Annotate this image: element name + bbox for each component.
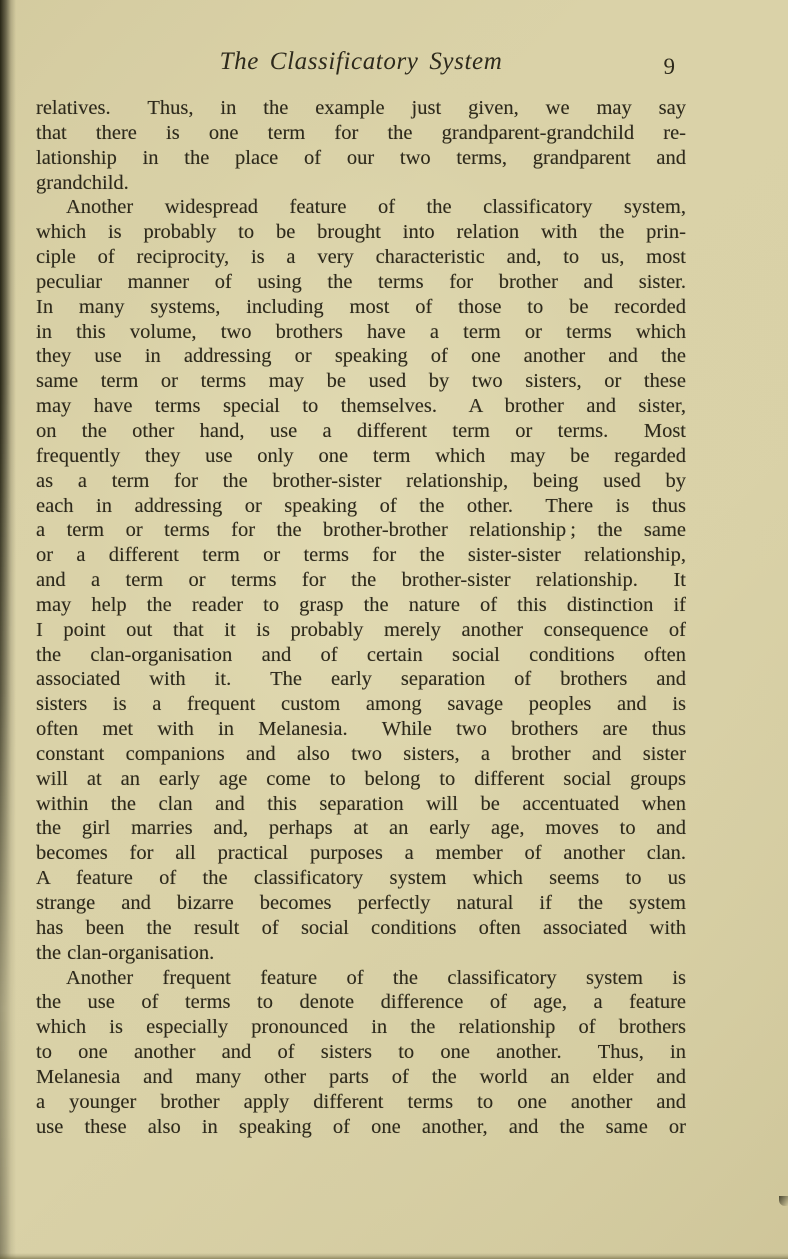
text-line: peculiar manner of using the terms for brother and sister. <box>36 270 686 293</box>
page-title: The Classificatory System <box>219 48 503 75</box>
text-line: as a term for the brother-sister relationship, being used by <box>36 469 686 492</box>
page-number: 9 <box>663 54 675 79</box>
text-line: grandchild. <box>36 171 129 194</box>
text-line: will at an early age come to belong to different social groups <box>36 767 686 790</box>
text-line: the use of terms to denote difference of age, a feature <box>36 991 686 1014</box>
text-line: associated with it. The early separation of brothers and <box>36 668 686 691</box>
text-line: may help the reader to grasp the nature of this distinction if <box>36 593 686 616</box>
text-line: within the clan and this separation will be accentuated when <box>36 792 686 815</box>
text-line: each in addressing or speaking of the other. There is thus <box>36 494 686 517</box>
text-line: I point out that it is probably merely another consequence of <box>36 618 686 641</box>
text-line: relatives. Thus, in the example just given, we may say <box>36 97 686 119</box>
text-line: they use in addressing or speaking of one another and the <box>36 345 686 368</box>
text-line: the girl marries and, perhaps at an early age, moves to and <box>36 817 686 840</box>
text-line: in this volume, two brothers have a term or terms which <box>36 320 686 343</box>
text-line: a term or terms for the brother-brother relationship ; the same <box>36 519 686 542</box>
text-line: and a term or terms for the brother-sister relationship. It <box>36 569 686 592</box>
text-line: becomes for all practical purposes a member of another clan. <box>36 842 686 865</box>
text-line: which is especially pronounced in the relationship of brothers <box>36 1016 686 1039</box>
text-line: Another widespread feature of the classificatory system, <box>66 196 686 219</box>
text-line: sisters is a frequent custom among savage peoples and is <box>36 693 686 716</box>
page-bottom-edge-shadow <box>0 1253 788 1259</box>
text-line: frequently they use only one term which may be regarded <box>36 444 686 467</box>
text-line: that there is one term for the grandparent-grandchild re- <box>36 121 686 144</box>
text-line: lationship in the place of our two terms, grandparent and <box>36 146 686 169</box>
text-line: same term or terms may be used by two sisters, or these <box>36 370 686 393</box>
text-line: the clan-organisation. <box>36 941 215 964</box>
text-line: the clan-organisation and of certain social conditions often <box>36 643 686 666</box>
text-line: to one another and of sisters to one another. Thus, in <box>36 1041 686 1064</box>
text-line: which is probably to be brought into relation with the prin- <box>36 221 686 244</box>
text-line: or a different term or terms for the sister-sister relationship, <box>36 544 686 567</box>
page-body <box>36 96 686 1139</box>
text-line: In many systems, including most of those to be recorded <box>36 295 686 318</box>
text-line: A feature of the classificatory system which seems to us <box>36 867 686 890</box>
text-line: on the other hand, use a different term or terms. Most <box>36 419 686 442</box>
text-line: use these also in speaking of one another, and the same or <box>36 1115 686 1138</box>
text-line: Melanesia and many other parts of the world an elder and <box>36 1065 686 1088</box>
page-gutter-shadow <box>0 0 16 1259</box>
text-line: Another frequent feature of the classificatory system is <box>66 966 686 989</box>
text-line: has been the result of social conditions often associated with <box>36 916 686 939</box>
text-line: constant companions and also two sisters, a brother and sister <box>36 742 686 765</box>
text-line: a younger brother apply different terms to one another and <box>36 1090 686 1113</box>
text-line: may have terms special to themselves. A brother and sister, <box>36 395 686 418</box>
running-header <box>36 45 686 79</box>
text-line: strange and bizarre becomes perfectly natural if the system <box>36 892 686 914</box>
text-line: ciple of reciprocity, is a very characteristic and, to us, most <box>36 246 686 269</box>
text-line: often met with in Melanesia. While two brothers are thus <box>36 718 686 741</box>
scan-edge-artifact <box>779 1196 788 1206</box>
